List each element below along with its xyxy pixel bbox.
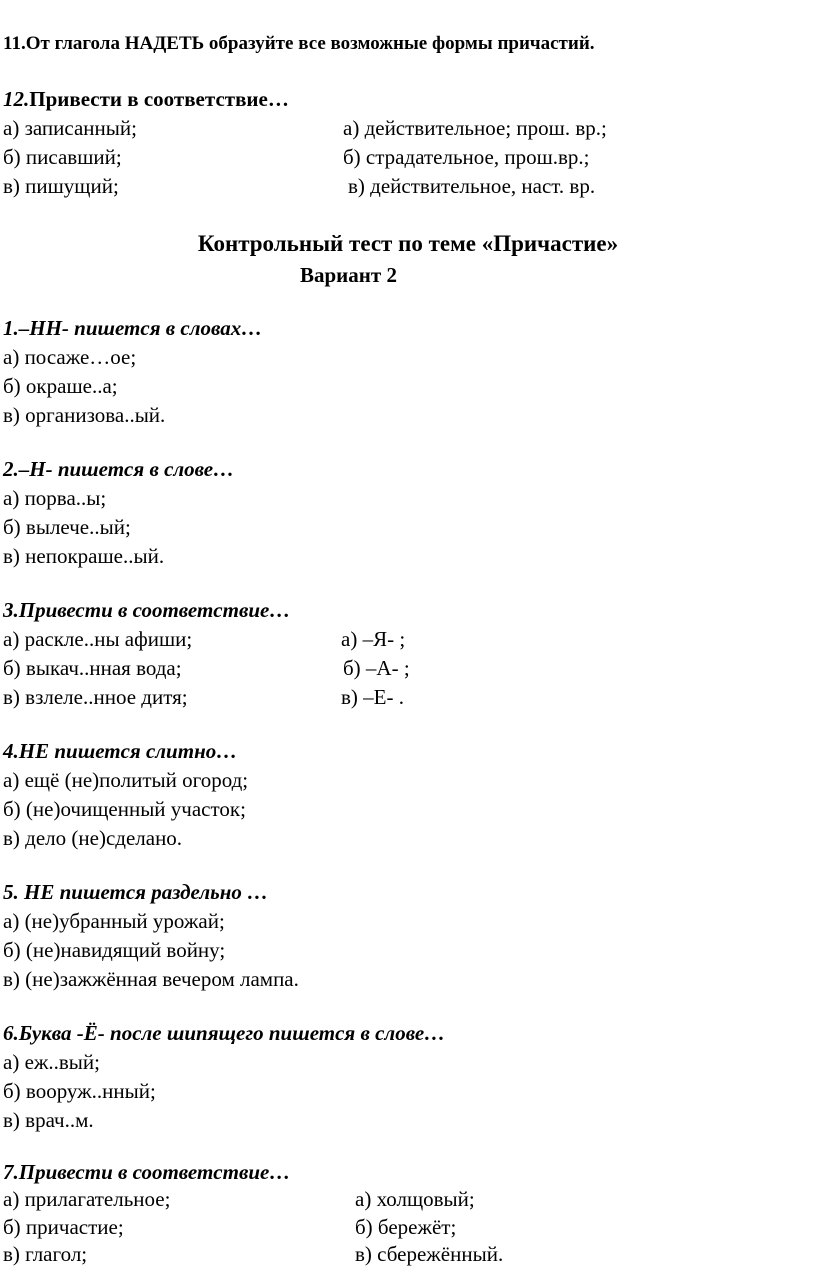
q5-option-b: б) (не)навидящий войну; [3, 938, 226, 962]
q12-right-a: а) действительное; прош. вр.; [343, 116, 607, 140]
q3-left-c: в) взлеле..нное дитя; [3, 685, 188, 709]
q3-right-c: в) –Е- . [341, 685, 404, 709]
q7-right-a: а) холщовый; [355, 1187, 475, 1211]
q1-option-b: б) окраше..а; [3, 374, 118, 398]
question-6-heading: 6.Буква -Ё- после шипящего пишется в слове… [3, 1021, 446, 1045]
q7-left-c: в) глагол; [3, 1242, 88, 1266]
q2-option-c: в) непокраше..ый. [3, 544, 165, 568]
q6-option-b: б) вооруж..нный; [3, 1079, 156, 1103]
q1-option-c: в) организова..ый. [3, 403, 166, 427]
q7-right-c: в) сбережённый. [355, 1242, 504, 1266]
q1-option-a: а) посаже…ое; [3, 345, 137, 369]
question-12-text: Привести в соответствие… [29, 87, 289, 111]
q3-left-a: а) раскле..ны афиши; [3, 627, 193, 651]
variant-label: Вариант 2 [300, 263, 397, 287]
q4-option-a: а) ещё (не)политый огород; [3, 768, 249, 792]
q4-option-c: в) дело (не)сделано. [3, 826, 183, 850]
question-2-heading: 2.–Н- пишется в слове… [3, 457, 235, 481]
question-5-heading: 5. НЕ пишется раздельно … [3, 880, 269, 904]
q12-right-c: в) действительное, наст. вр. [348, 174, 596, 198]
q5-option-a: а) (не)убранный урожай; [3, 909, 225, 933]
q5-option-c: в) (не)зажжённая вечером лампа. [3, 967, 299, 991]
q12-right-b: б) страдательное, прош.вр.; [343, 145, 590, 169]
q12-left-a: а) записанный; [3, 116, 137, 140]
q2-option-b: б) вылече..ый; [3, 515, 131, 539]
question-7-heading: 7.Привести в соответствие… [3, 1160, 291, 1184]
q12-left-b: б) писавший; [3, 145, 122, 169]
q3-right-b: б) –А- ; [343, 656, 410, 680]
q2-option-a: а) порва..ы; [3, 486, 107, 510]
q3-left-b: б) выкач..нная вода; [3, 656, 182, 680]
q12-left-c: в) пишущий; [3, 174, 119, 198]
q6-option-c: в) врач..м. [3, 1108, 94, 1132]
question-4-heading: 4.НЕ пишется слитно… [3, 739, 238, 763]
q6-option-a: а) еж..вый; [3, 1050, 100, 1074]
q3-right-a: а) –Я- ; [341, 627, 406, 651]
q7-left-b: б) причастие; [3, 1215, 124, 1239]
question-3-heading: 3.Привести в соответствие… [3, 598, 291, 622]
test-title: Контрольный тест по теме «Причастие» [197, 231, 619, 256]
q4-option-b: б) (не)очищенный участок; [3, 797, 246, 821]
question-11: 11.От глагола НАДЕТЬ образуйте все возможные формы причастий. [3, 33, 595, 54]
question-1-heading: 1.–НН- пишется в словах… [3, 316, 263, 340]
q7-right-b: б) бережёт; [355, 1215, 457, 1239]
question-12-number: 12. [3, 87, 30, 111]
question-12-heading [3, 86, 289, 113]
q7-left-a: а) прилагательное; [3, 1187, 171, 1211]
